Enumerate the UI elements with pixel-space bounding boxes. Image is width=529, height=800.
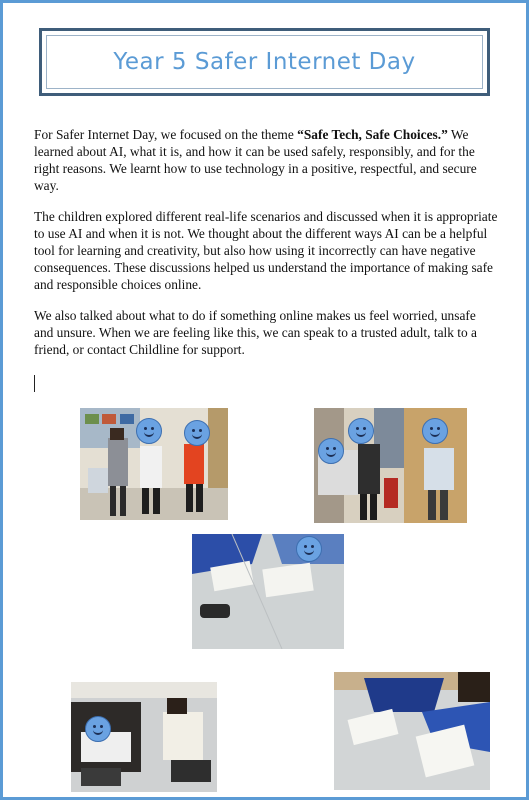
- body-text[interactable]: [34, 126, 498, 372]
- face-sticker: [296, 536, 322, 562]
- photo-4: [71, 682, 217, 792]
- page-title: Year 5 Safer Internet Day: [113, 49, 416, 75]
- p1-rest: We learned about AI, what it is, and how it can be used safely, responsibly, and for the right reasons. We learnt how to use technology in a positive, respectful, and secure way.: [34, 127, 477, 193]
- photo-1: [80, 408, 228, 520]
- paragraph-1: [34, 126, 498, 194]
- face-sticker: [318, 438, 344, 464]
- face-sticker: [184, 420, 210, 446]
- photo-5-scene: [334, 672, 490, 790]
- face-sticker: [136, 418, 162, 444]
- theme-text: “Safe Tech, Safe Choices.”: [297, 127, 448, 142]
- photo-3: [192, 534, 344, 649]
- photo-5: [334, 672, 490, 790]
- text-cursor: [34, 375, 35, 392]
- title-box: [39, 28, 490, 96]
- face-sticker: [422, 418, 448, 444]
- photo-2: [314, 408, 467, 523]
- paragraph-2: The children explored different real-life scenarios and discussed when it is appropriate to use AI and when it is not. We thought about the different ways AI can be a helpful tool for learning and creativity, but also how using it incorrectly can have negative consequences. These discussions helped us understand the importance of making safe and responsible choices online.: [34, 209, 498, 292]
- face-sticker: [85, 716, 111, 742]
- face-sticker: [348, 418, 374, 444]
- p1-intro: For Safer Internet Day, we focused on the theme: [34, 127, 298, 142]
- paragraph-3: We also talked about what to do if something online makes us feel worried, unsafe and unsure. When we are feeling like this, we can speak to a trusted adult, talk to a friend, or contact Childline for support.: [34, 308, 477, 357]
